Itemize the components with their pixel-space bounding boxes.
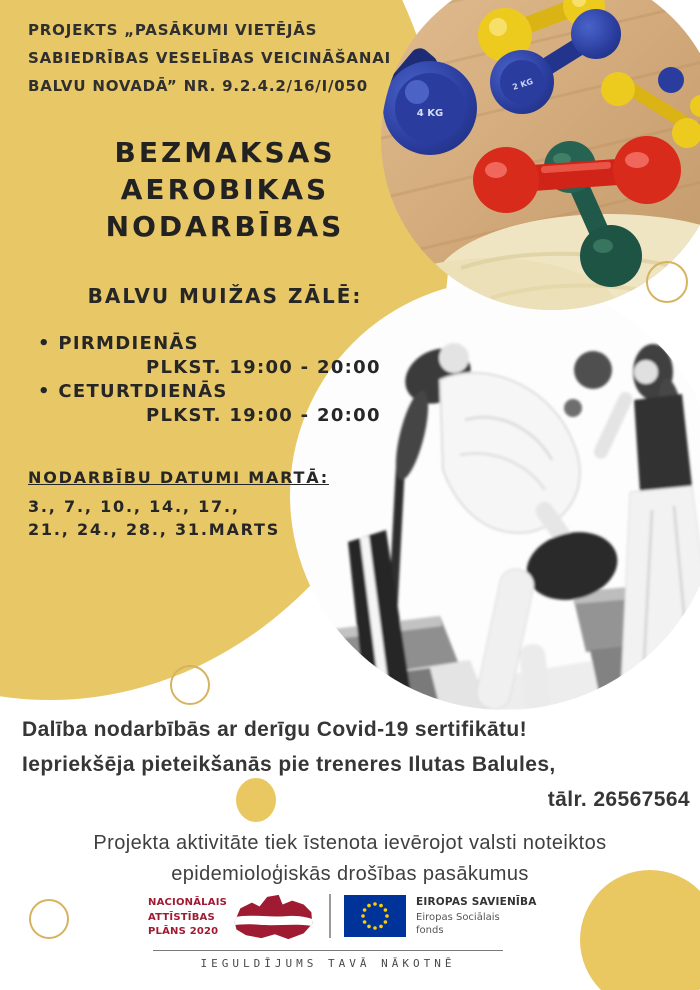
decor-ring-bottom-left [29, 899, 69, 939]
nap-logo-line: NACIONĀLAIS [148, 897, 228, 908]
title-line: NODARBĪBAS [105, 210, 345, 243]
dates-section [28, 468, 368, 541]
dumbbell-weight-label: 2 KG [511, 76, 535, 92]
nap-logo-line: ATTĪSTĪBAS [148, 911, 215, 923]
schedule-time: PLKST. 19:00 - 20:00 [146, 405, 381, 426]
footer-tagline: IEGULDĪJUMS TAVĀ NĀKOTNĒ [200, 957, 456, 970]
project-line: SABIEDRĪBAS VESELĪBAS VEICINĀŠANAI [28, 49, 391, 67]
schedule-item [38, 380, 418, 428]
title-line: AEROBIKAS [120, 173, 330, 206]
eu-logo-subtitle-line: fonds [416, 925, 444, 936]
eu-logo-subtitle [416, 911, 537, 937]
project-header [28, 16, 438, 100]
dates-line: 21., 24., 28., 31.MARTS [28, 520, 281, 539]
logo-divider [329, 894, 331, 938]
eu-logo-title: EIROPAS SAVIENĪBA [416, 896, 537, 908]
schedule-day: • CETURTDIENĀS [38, 380, 418, 404]
phone-number: tālr. 26567564 [547, 788, 690, 811]
covid-note-block [22, 712, 690, 817]
decor-ring-top-right [646, 261, 688, 303]
title-line: BEZMAKSAS [114, 136, 336, 169]
dumbbell-weight-label: 4 KG [416, 108, 444, 119]
schedule-item [38, 332, 418, 380]
project-line: PROJEKTS „PASĀKUMI VIETĒJĀS [28, 21, 318, 39]
schedule-list [38, 332, 418, 428]
nap-logo-line: PLĀNS 2020 [148, 926, 219, 937]
covid-note: Dalība nodarbībās ar derīgu Covid-19 sertifikātu! [22, 718, 528, 741]
activity-note-line: epidemioloģiskās drošības pasākumus [171, 863, 529, 885]
venue-heading: BALVU MUIŽAS ZĀLĒ: [87, 284, 363, 308]
footer-divider-line [153, 950, 503, 951]
page-title [30, 134, 420, 245]
nap2020-logo-text [148, 893, 226, 940]
dates-heading: NODARBĪBU DATUMI MARTĀ: [28, 468, 329, 487]
project-line: BALVU NOVADĀ” NR. 9.2.4.2/16/I/050 [28, 77, 368, 95]
eu-logo-text [416, 893, 537, 937]
dates-line: 3., 7., 10., 14., 17., [28, 497, 240, 516]
activity-note [30, 828, 670, 890]
signup-note: Iepriekšēja pieteikšanās pie treneres Ilutas Balules, [22, 753, 556, 776]
activity-note-line: Projekta aktivitāte tiek īstenota ievērojot valsti noteiktos [93, 832, 607, 854]
eu-logo-subtitle-line: Eiropas Sociālais [416, 912, 500, 923]
eu-flag-icon [344, 895, 406, 937]
schedule-time: PLKST. 19:00 - 20:00 [146, 357, 381, 378]
schedule-day: • PIRMDIENĀS [38, 332, 418, 356]
latvia-flag-map-icon [228, 893, 316, 941]
decor-ring-middle-left [170, 665, 210, 705]
footer-logos [148, 893, 537, 945]
